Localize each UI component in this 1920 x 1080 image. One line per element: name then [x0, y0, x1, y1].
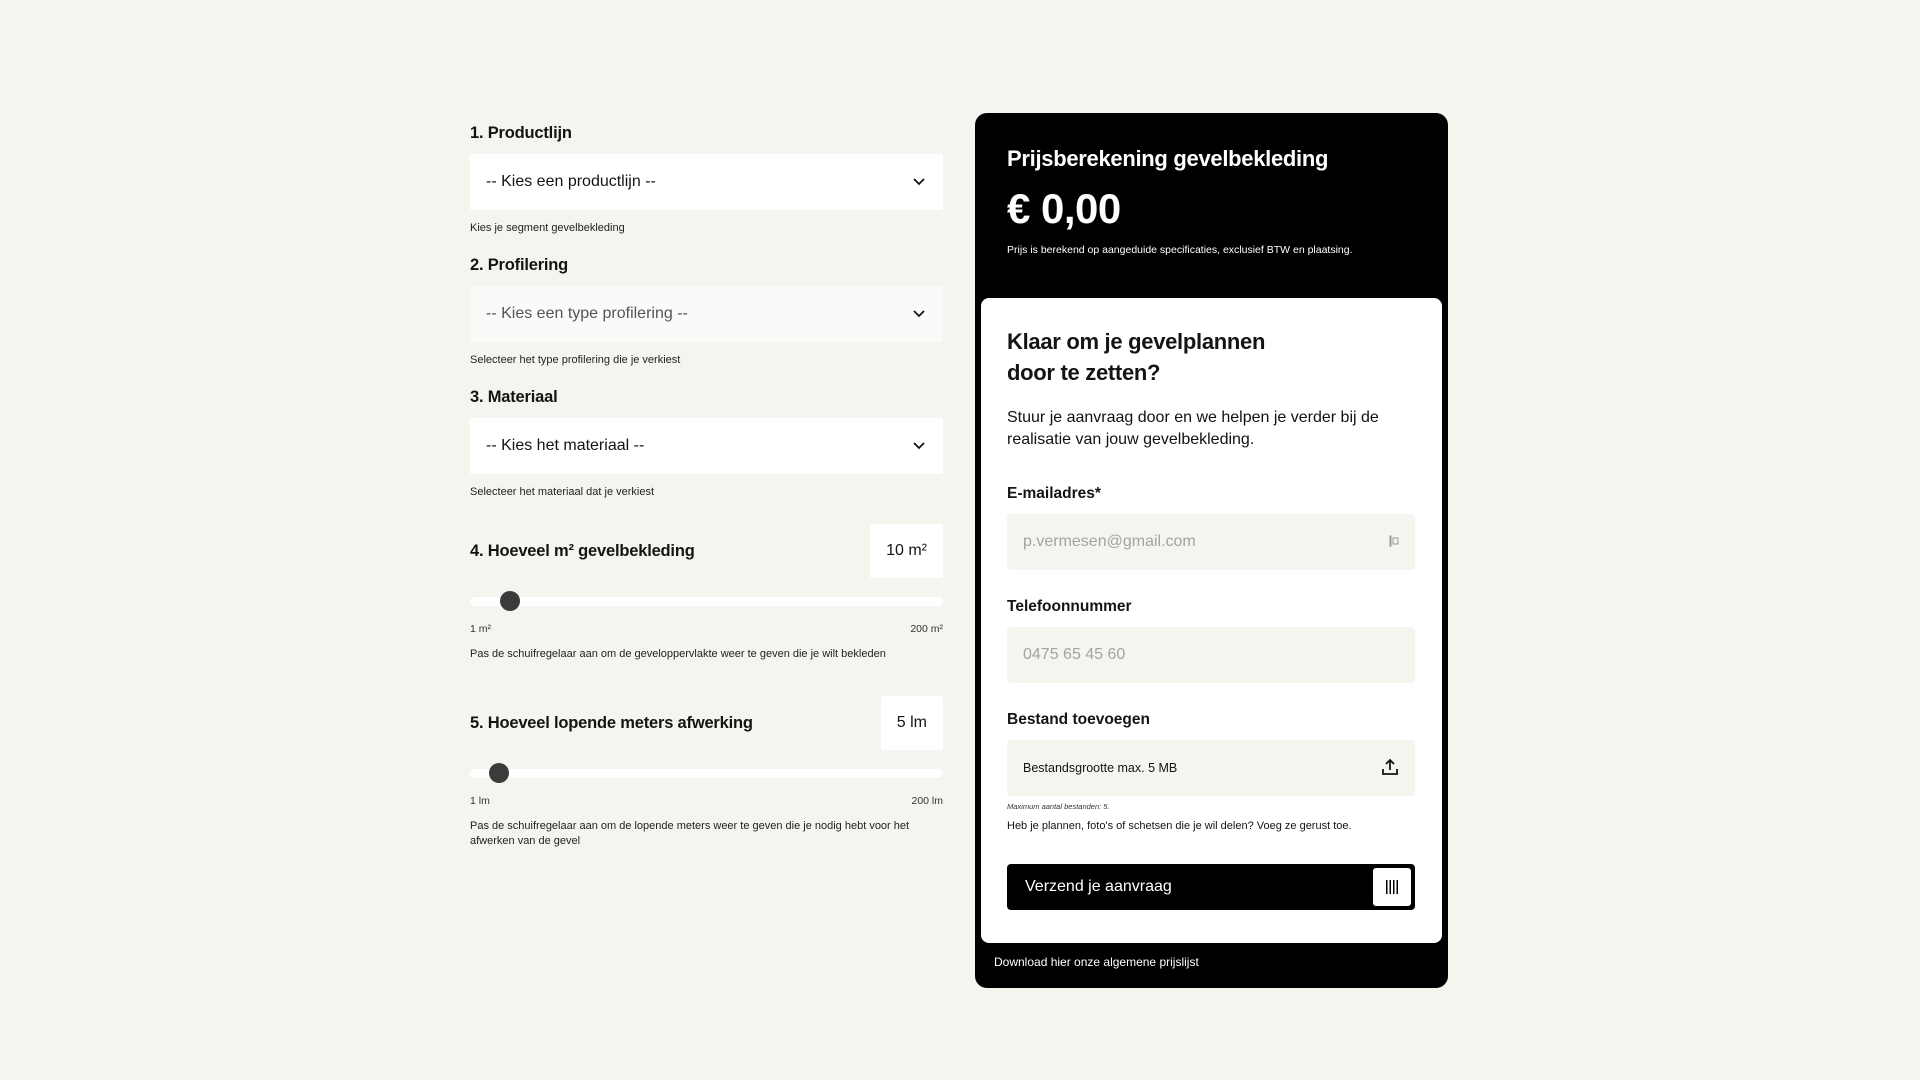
chevron-down-icon [911, 174, 927, 190]
productlijn-select-value: -- Kies een productlijn -- [486, 173, 656, 190]
oppervlakte-label: 4. Hoeveel m² gevelbekleding [470, 541, 695, 560]
card-title: Prijsberekening gevelbekleding [1007, 146, 1329, 171]
file-help: Heb je plannen, foto's of schetsen die je wil delen? Voeg ze gerust toe. [1007, 820, 1352, 832]
oppervlakte-slider[interactable] [470, 590, 943, 614]
productlijn-help: Kies je segment gevelbekleding [470, 222, 625, 234]
slider-track [470, 597, 943, 606]
oppervlakte-group [470, 524, 943, 662]
afwerking-slider[interactable] [470, 762, 943, 786]
materiaal-label: 3. Materiaal [470, 388, 558, 406]
materiaal-select-value: -- Kies het materiaal -- [486, 437, 645, 454]
phone-field[interactable] [1007, 627, 1415, 683]
phone-label: Telefoonnummer [1007, 598, 1132, 615]
materiaal-help: Selecteer het materiaal dat je verkiest [470, 486, 655, 498]
profilering-group [470, 256, 943, 366]
submit-button[interactable] [1007, 864, 1415, 910]
request-form [981, 298, 1442, 943]
productlijn-group [470, 124, 943, 234]
email-field[interactable] [1007, 514, 1415, 570]
email-placeholder: p.vermesen@gmail.com [1023, 533, 1196, 550]
file-max-text: Maximum aantal bestanden: 5. [1007, 802, 1110, 811]
request-heading: Klaar om je gevelplannen door te zetten? [1007, 329, 1266, 385]
file-size-text: Bestandsgrootte max. 5 MB [1023, 761, 1178, 775]
email-label: E-mailadres* [1007, 485, 1101, 502]
profilering-help: Selecteer het type profilering die je verkiest [470, 354, 681, 366]
afwerking-group [470, 696, 943, 849]
file-upload[interactable] [1007, 740, 1415, 796]
download-pricelist-link[interactable]: Download hier onze algemene prijslijst [994, 955, 1199, 969]
oppervlakte-value[interactable]: 10 m² [870, 524, 943, 578]
price-total: € 0,00 [1007, 185, 1121, 232]
afwerking-max-label: 200 lm [911, 795, 943, 807]
price-note: Prijs is berekend op aangeduide specificaties, exclusief BTW en plaatsing. [1007, 244, 1353, 256]
afwerking-help: Pas de schuifregelaar aan om de lopende meters weer te geven die je nodig hebt voor het afwerken van de gevel [470, 820, 910, 847]
calculator-form [470, 124, 943, 871]
autofill-icon[interactable] [1389, 535, 1399, 550]
slider-thumb[interactable] [500, 591, 520, 611]
price-card [975, 113, 1448, 988]
oppervlakte-max-label: 200 m² [910, 623, 943, 635]
materiaal-select[interactable] [470, 418, 943, 474]
profilering-label: 2. Profilering [470, 256, 569, 274]
oppervlakte-min-label: 1 m² [470, 623, 491, 635]
productlijn-select[interactable] [470, 154, 943, 210]
profilering-select-value: -- Kies een type profilering -- [486, 305, 688, 322]
chevron-down-icon [911, 306, 927, 322]
afwerking-value[interactable]: 5 lm [881, 696, 943, 750]
barcode-icon [1373, 868, 1411, 906]
profilering-select[interactable] [470, 286, 943, 342]
slider-thumb[interactable] [489, 763, 509, 783]
file-label: Bestand toevoegen [1007, 711, 1150, 728]
request-intro: Stuur je aanvraag door en we helpen je verder bij de realisatie van jouw gevelbekleding. [1007, 409, 1379, 448]
upload-icon[interactable] [1381, 758, 1399, 779]
afwerking-label: 5. Hoeveel lopende meters afwerking [470, 713, 753, 732]
materiaal-group [470, 388, 943, 498]
chevron-down-icon [911, 438, 927, 454]
slider-track [470, 769, 943, 778]
submit-label: Verzend je aanvraag [1025, 878, 1172, 895]
oppervlakte-help: Pas de schuifregelaar aan om de geveloppervlakte weer te geven die je wilt bekleden [470, 648, 886, 660]
productlijn-label: 1. Productlijn [470, 124, 572, 142]
phone-placeholder: 0475 65 45 60 [1023, 646, 1126, 663]
afwerking-min-label: 1 lm [470, 795, 490, 807]
